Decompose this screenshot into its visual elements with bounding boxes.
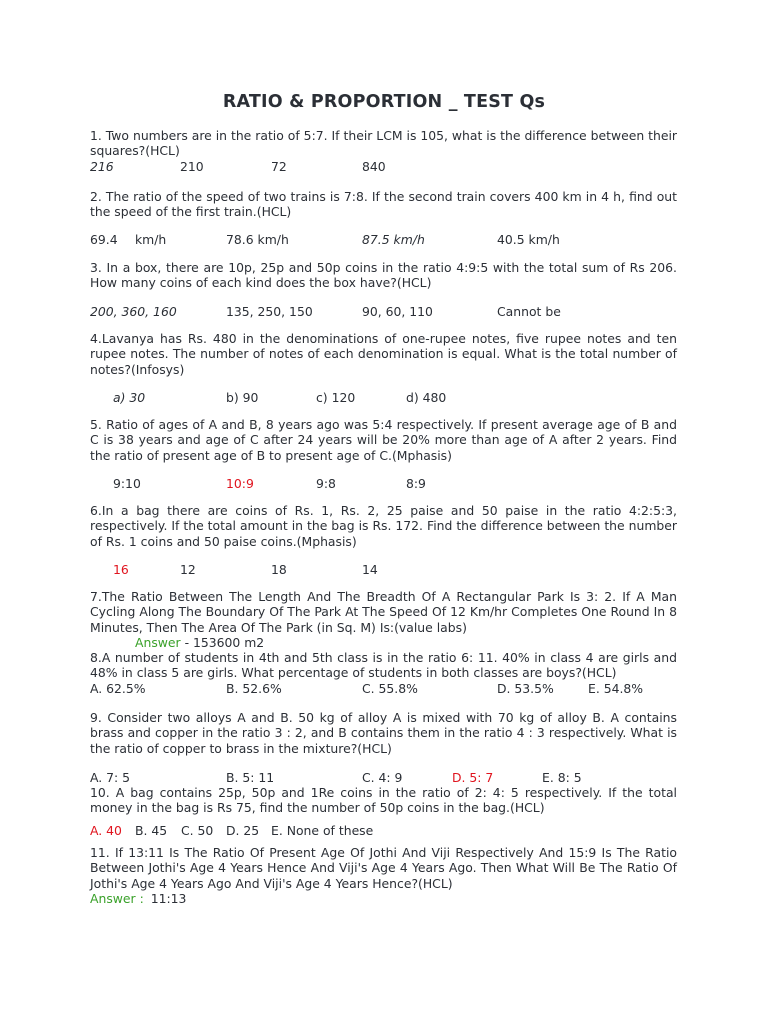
option: E. 8: 5	[542, 770, 582, 785]
option: 210	[180, 159, 204, 174]
option: C. 50	[181, 823, 214, 838]
question-9: 9. Consider two alloys A and B. 50 kg of alloy A is mixed with 70 kg of alloy B. A contains brass and copper in the ratio 3 : 2, and B contains them in the ratio 4 : 3 respectively. What is the ratio of copper to brass in the mixture?(HCL)	[90, 710, 677, 756]
question-10: 10. A bag contains 25p, 50p and 1Re coins in the ratio of 2: 4: 5 respectively. If the total money in the bag is Rs 75, find the number of 50p coins in the bag.(HCL)	[90, 785, 677, 816]
option: 14	[362, 562, 378, 577]
option: C. 55.8%	[362, 681, 418, 696]
answer-label: Answer :	[90, 891, 144, 906]
option: B. 52.6%	[226, 681, 282, 696]
page-title: RATIO & PROPORTION _ TEST Qs	[222, 92, 546, 112]
question-3: 3. In a box, there are 10p, 25p and 50p coins in the ratio 4:9:5 with the total sum of Rs 206. How many coins of each kind does the box have?(HCL)	[90, 260, 677, 291]
option: Cannot be	[497, 304, 561, 319]
option: km/h	[135, 232, 167, 247]
question-7: 7.The Ratio Between The Length And The Breadth Of A Rectangular Park Is 3: 2. If A Man Cycling Along The Boundary Of The Park At The Speed Of 12 Km/hr Completes One Round In 8 Minutes, Then The Area Of The Park (in Sq. M) Is:(value labs)	[90, 589, 677, 635]
option: c) 120	[316, 390, 356, 405]
option: 840	[362, 159, 386, 174]
option: b) 90	[226, 390, 259, 405]
option: 12	[180, 562, 196, 577]
option: A. 7: 5	[90, 770, 131, 785]
question-4: 4.Lavanya has Rs. 480 in the denominations of one-rupee notes, five rupee notes and ten rupee notes. The number of notes of each denomination is equal. What is the total number of notes?(Infosys)	[90, 331, 677, 377]
option: D. 53.5%	[497, 681, 554, 696]
answer-value: 11:13	[150, 891, 187, 906]
option: 69.4	[90, 232, 118, 247]
option: 9:8	[316, 476, 336, 491]
option: E. None of these	[271, 823, 374, 838]
correct-option: A. 40	[90, 823, 122, 838]
answer-label: Answer	[135, 635, 181, 650]
option: B. 45	[135, 823, 168, 838]
option: 216	[90, 159, 114, 174]
question-2: 2. The ratio of the speed of two trains is 7:8. If the second train covers 400 km in 4 h, find out the speed of the first train.(HCL)	[90, 189, 677, 220]
option: 8:9	[406, 476, 426, 491]
correct-option: D. 5: 7	[452, 770, 494, 785]
option: 87.5 km/h	[362, 232, 425, 247]
correct-option: 10:9	[226, 476, 254, 491]
answer-q7	[135, 635, 264, 650]
option: 72	[271, 159, 287, 174]
option: 78.6 km/h	[226, 232, 289, 247]
answer-value: - 153600 m2	[180, 635, 265, 650]
option: B. 5: 11	[226, 770, 275, 785]
option: 40.5 km/h	[497, 232, 560, 247]
question-6: 6.In a bag there are coins of Rs. 1, Rs. 2, 25 paise and 50 paise in the ratio 4:2:5:3, respectively. If the total amount in the bag is Rs. 172. Find the difference between the number of Rs. 1 coins and 50 paise coins.(Mphasis)	[90, 503, 677, 549]
correct-option: 16	[113, 562, 129, 577]
option: d) 480	[406, 390, 447, 405]
option: 200, 360, 160	[90, 304, 177, 319]
answer-q11	[90, 891, 186, 906]
option: 135, 250, 150	[226, 304, 313, 319]
option: a) 30	[113, 390, 146, 405]
option: 90, 60, 110	[362, 304, 433, 319]
option: 18	[271, 562, 287, 577]
question-5: 5. Ratio of ages of A and B, 8 years ago was 5:4 respectively. If present average age of B and C is 38 years and age of C after 24 years will be 20% more than age of A after 2 years. Find the ratio of present age of B to present age of C.(Mphasis)	[90, 417, 677, 463]
option: D. 25	[226, 823, 260, 838]
option: C. 4: 9	[362, 770, 403, 785]
option: E. 54.8%	[588, 681, 644, 696]
question-11: 11. If 13:11 Is The Ratio Of Present Age Of Jothi And Viji Respectively And 15:9 Is The Ratio Between Jothi's Age 4 Years Hence And Viji's Age 4 Years Ago. Then What Will Be The Ratio Of Jothi's Age 4 Years Ago And Viji's Age 4 Years Hence?(HCL)	[90, 845, 677, 891]
question-8: 8.A number of students in 4th and 5th class is in the ratio 6: 11. 40% in class 4 are girls and 48% in class 5 are girls. What percentage of students in both classes are boys?(HCL)	[90, 650, 677, 681]
question-1: 1. Two numbers are in the ratio of 5:7. If their LCM is 105, what is the difference between their squares?(HCL)	[90, 128, 677, 159]
option: 9:10	[113, 476, 141, 491]
option: A. 62.5%	[90, 681, 146, 696]
